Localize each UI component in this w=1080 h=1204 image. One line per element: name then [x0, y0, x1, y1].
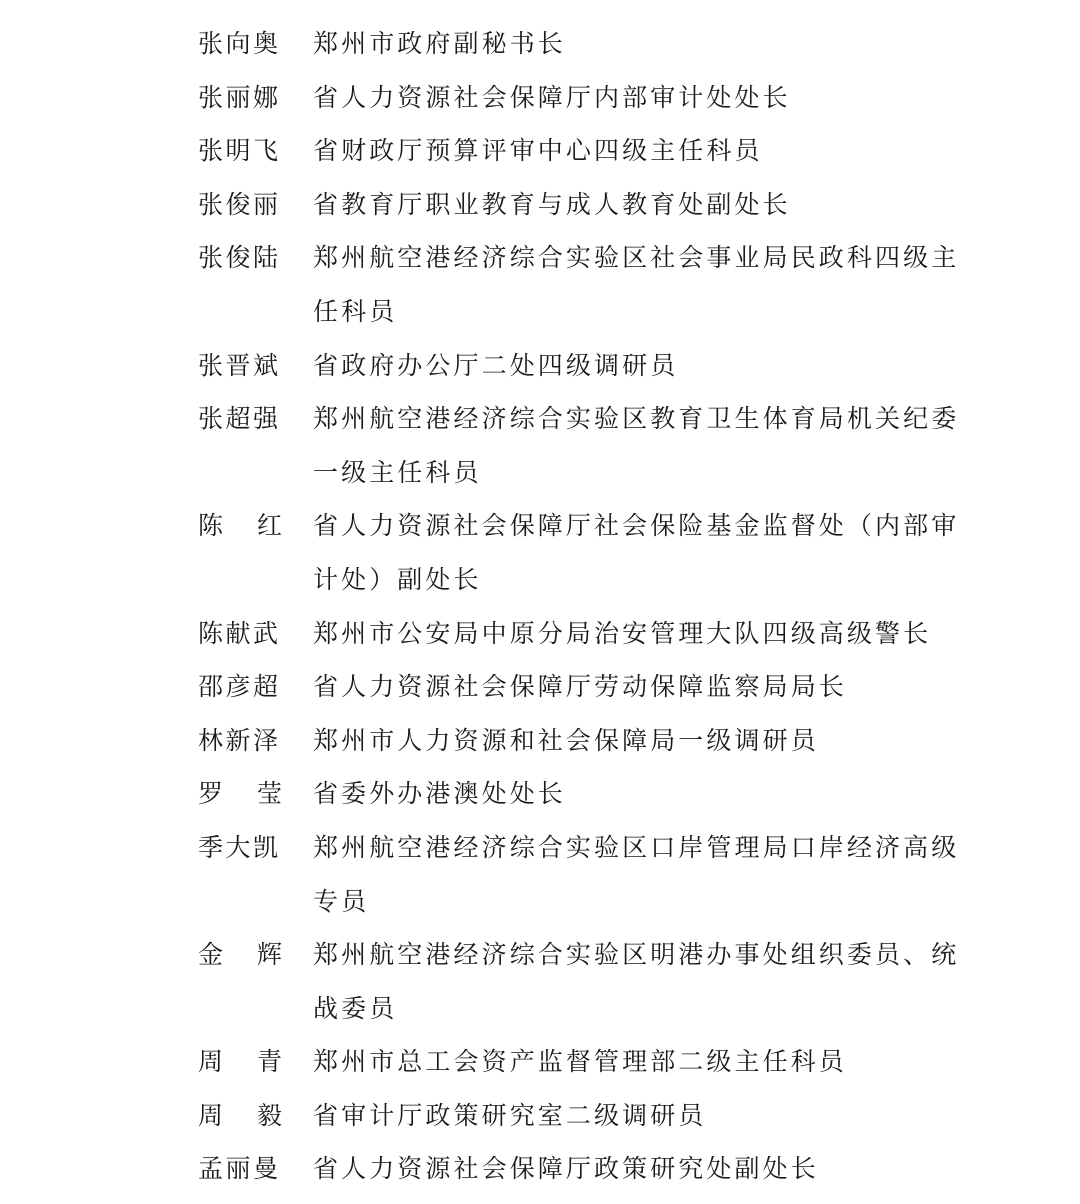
- list-item: [0, 392, 1080, 499]
- person-title: 郑州市人力资源和社会保障局一级调研员: [313, 725, 819, 755]
- list-item: [0, 767, 1080, 821]
- person-name: 林新泽: [198, 725, 281, 755]
- list-item: [0, 71, 1080, 125]
- person-name: 陈献武: [198, 618, 281, 648]
- person-title: 省政府办公厅二处四级调研员: [313, 350, 679, 380]
- person-name: 邵彦超: [198, 672, 281, 702]
- list-item: [0, 714, 1080, 768]
- person-name: [198, 928, 282, 982]
- person-name: 张向奥: [198, 29, 281, 58]
- person-name: [198, 767, 282, 821]
- person-name: 张丽娜: [198, 82, 281, 112]
- person-name: 张俊陆: [198, 243, 281, 273]
- person-name: 孟丽曼: [198, 1154, 281, 1184]
- name-char: 青: [256, 1047, 282, 1077]
- list-item: [0, 1089, 1080, 1143]
- person-title: 省人力资源社会保障厅社会保险基金监督处（内部审计处）副处长: [313, 511, 960, 594]
- name-char: 莹: [256, 779, 282, 809]
- name-char: 周: [198, 1047, 224, 1077]
- person-name: 张俊丽: [198, 189, 281, 219]
- list-item: [0, 124, 1080, 178]
- list-item: [0, 339, 1080, 393]
- name-char: 陈: [198, 511, 224, 541]
- personnel-list: [0, 17, 1080, 1196]
- name-char: 辉: [256, 940, 282, 970]
- person-title: 省人力资源社会保障厅政策研究处副处长: [313, 1154, 819, 1184]
- list-item: [0, 1035, 1080, 1089]
- person-title: 省委外办港澳处处长: [313, 779, 566, 809]
- name-char: 毅: [256, 1100, 282, 1130]
- list-item: [0, 821, 1080, 928]
- person-title: 郑州市政府副秘书长: [313, 29, 566, 58]
- person-title: 省审计厅政策研究室二级调研员: [313, 1100, 707, 1130]
- person-title: 郑州航空港经济综合实验区口岸管理局口岸经济高级专员: [313, 832, 960, 916]
- list-item: [0, 1142, 1080, 1196]
- name-char: 红: [256, 511, 282, 541]
- person-name: [198, 1089, 282, 1143]
- name-char: 周: [198, 1100, 224, 1130]
- person-title: 郑州航空港经济综合实验区社会事业局民政科四级主任科员: [313, 243, 960, 326]
- person-name: [198, 499, 282, 553]
- list-item: [0, 660, 1080, 714]
- person-title: 郑州航空港经济综合实验区教育卫生体育局机关纪委一级主任科员: [313, 404, 960, 487]
- person-name: 张明飞: [198, 136, 281, 166]
- list-item: [0, 607, 1080, 661]
- list-item: [0, 17, 1080, 71]
- name-char: 金: [198, 940, 224, 970]
- person-name: 张晋斌: [198, 350, 281, 380]
- person-title: 省财政厅预算评审中心四级主任科员: [313, 136, 763, 166]
- list-item: [0, 499, 1080, 606]
- name-char: 罗: [198, 779, 224, 809]
- person-title: 郑州市总工会资产监督管理部二级主任科员: [313, 1047, 847, 1077]
- person-name: [198, 1035, 282, 1089]
- person-name: 季大凯: [198, 832, 281, 862]
- person-title: 郑州市公安局中原分局治安管理大队四级高级警长: [313, 618, 932, 648]
- person-title: 郑州航空港经济综合实验区明港办事处组织委员、统战委员: [313, 940, 960, 1023]
- list-item: [0, 178, 1080, 232]
- list-item: [0, 928, 1080, 1035]
- person-title: 省人力资源社会保障厅劳动保障监察局局长: [313, 672, 847, 702]
- person-title: 省教育厅职业教育与成人教育处副处长: [313, 189, 791, 219]
- list-item: [0, 231, 1080, 338]
- person-title: 省人力资源社会保障厅内部审计处处长: [313, 82, 791, 112]
- person-name: 张超强: [198, 404, 281, 434]
